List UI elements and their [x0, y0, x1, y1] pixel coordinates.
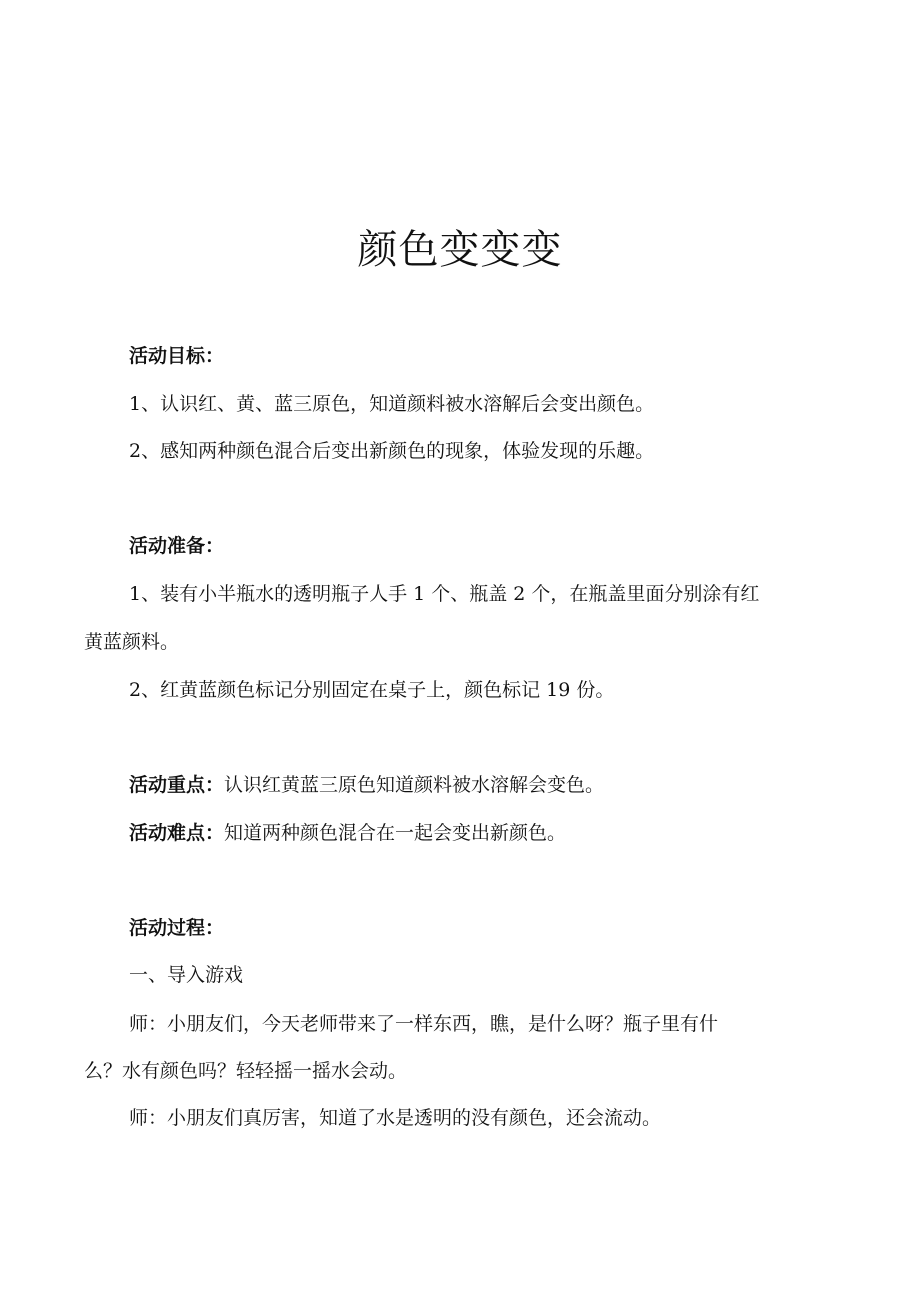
difficulty-label: 活动难点： — [129, 822, 225, 844]
difficulty-text: 知道两种颜色混合在一起会变出新颜色。 — [224, 822, 567, 844]
process-heading: 活动过程： — [129, 917, 225, 939]
key-point-paragraph — [84, 771, 889, 799]
key-point-label: 活动重点： — [129, 774, 225, 796]
process-step-1: 一、导入游戏 — [129, 964, 244, 986]
preparation-item-2: 2、红黄蓝颜色标记分别固定在桌子上，颜色标记 19 份。 — [129, 679, 615, 701]
preparation-heading: 活动准备： — [129, 535, 225, 557]
preparation-item-1-line-1: 1、装有小半瓶水的透明瓶子人手 1 个、瓶盖 2 个，在瓶盖里面分别涂有红 — [129, 583, 760, 605]
key-point-text: 认识红黄蓝三原色知道颜料被水溶解会变色。 — [224, 774, 605, 796]
teacher-line-1-continued: 么？水有颜色吗？轻轻摇一摇水会动。 — [84, 1060, 408, 1082]
preparation-item-1-line-2: 黄蓝颜料。 — [84, 631, 180, 653]
objective-item-1: 1、认识红、黄、蓝三原色，知道颜料被水溶解后会变出颜色。 — [129, 393, 655, 415]
objectives-heading: 活动目标： — [129, 345, 225, 367]
objective-item-2: 2、感知两种颜色混合后变出新颜色的现象，体验发现的乐趣。 — [129, 440, 655, 462]
teacher-line-1: 师：小朋友们，今天老师带来了一样东西，瞧，是什么呀？瓶子里有什 — [129, 1013, 719, 1035]
teacher-line-2: 师：小朋友们真厉害，知道了水是透明的没有颜色，还会流动。 — [129, 1107, 662, 1129]
difficulty-paragraph — [84, 819, 889, 847]
document-title: 颜色变变变 — [357, 227, 563, 273]
